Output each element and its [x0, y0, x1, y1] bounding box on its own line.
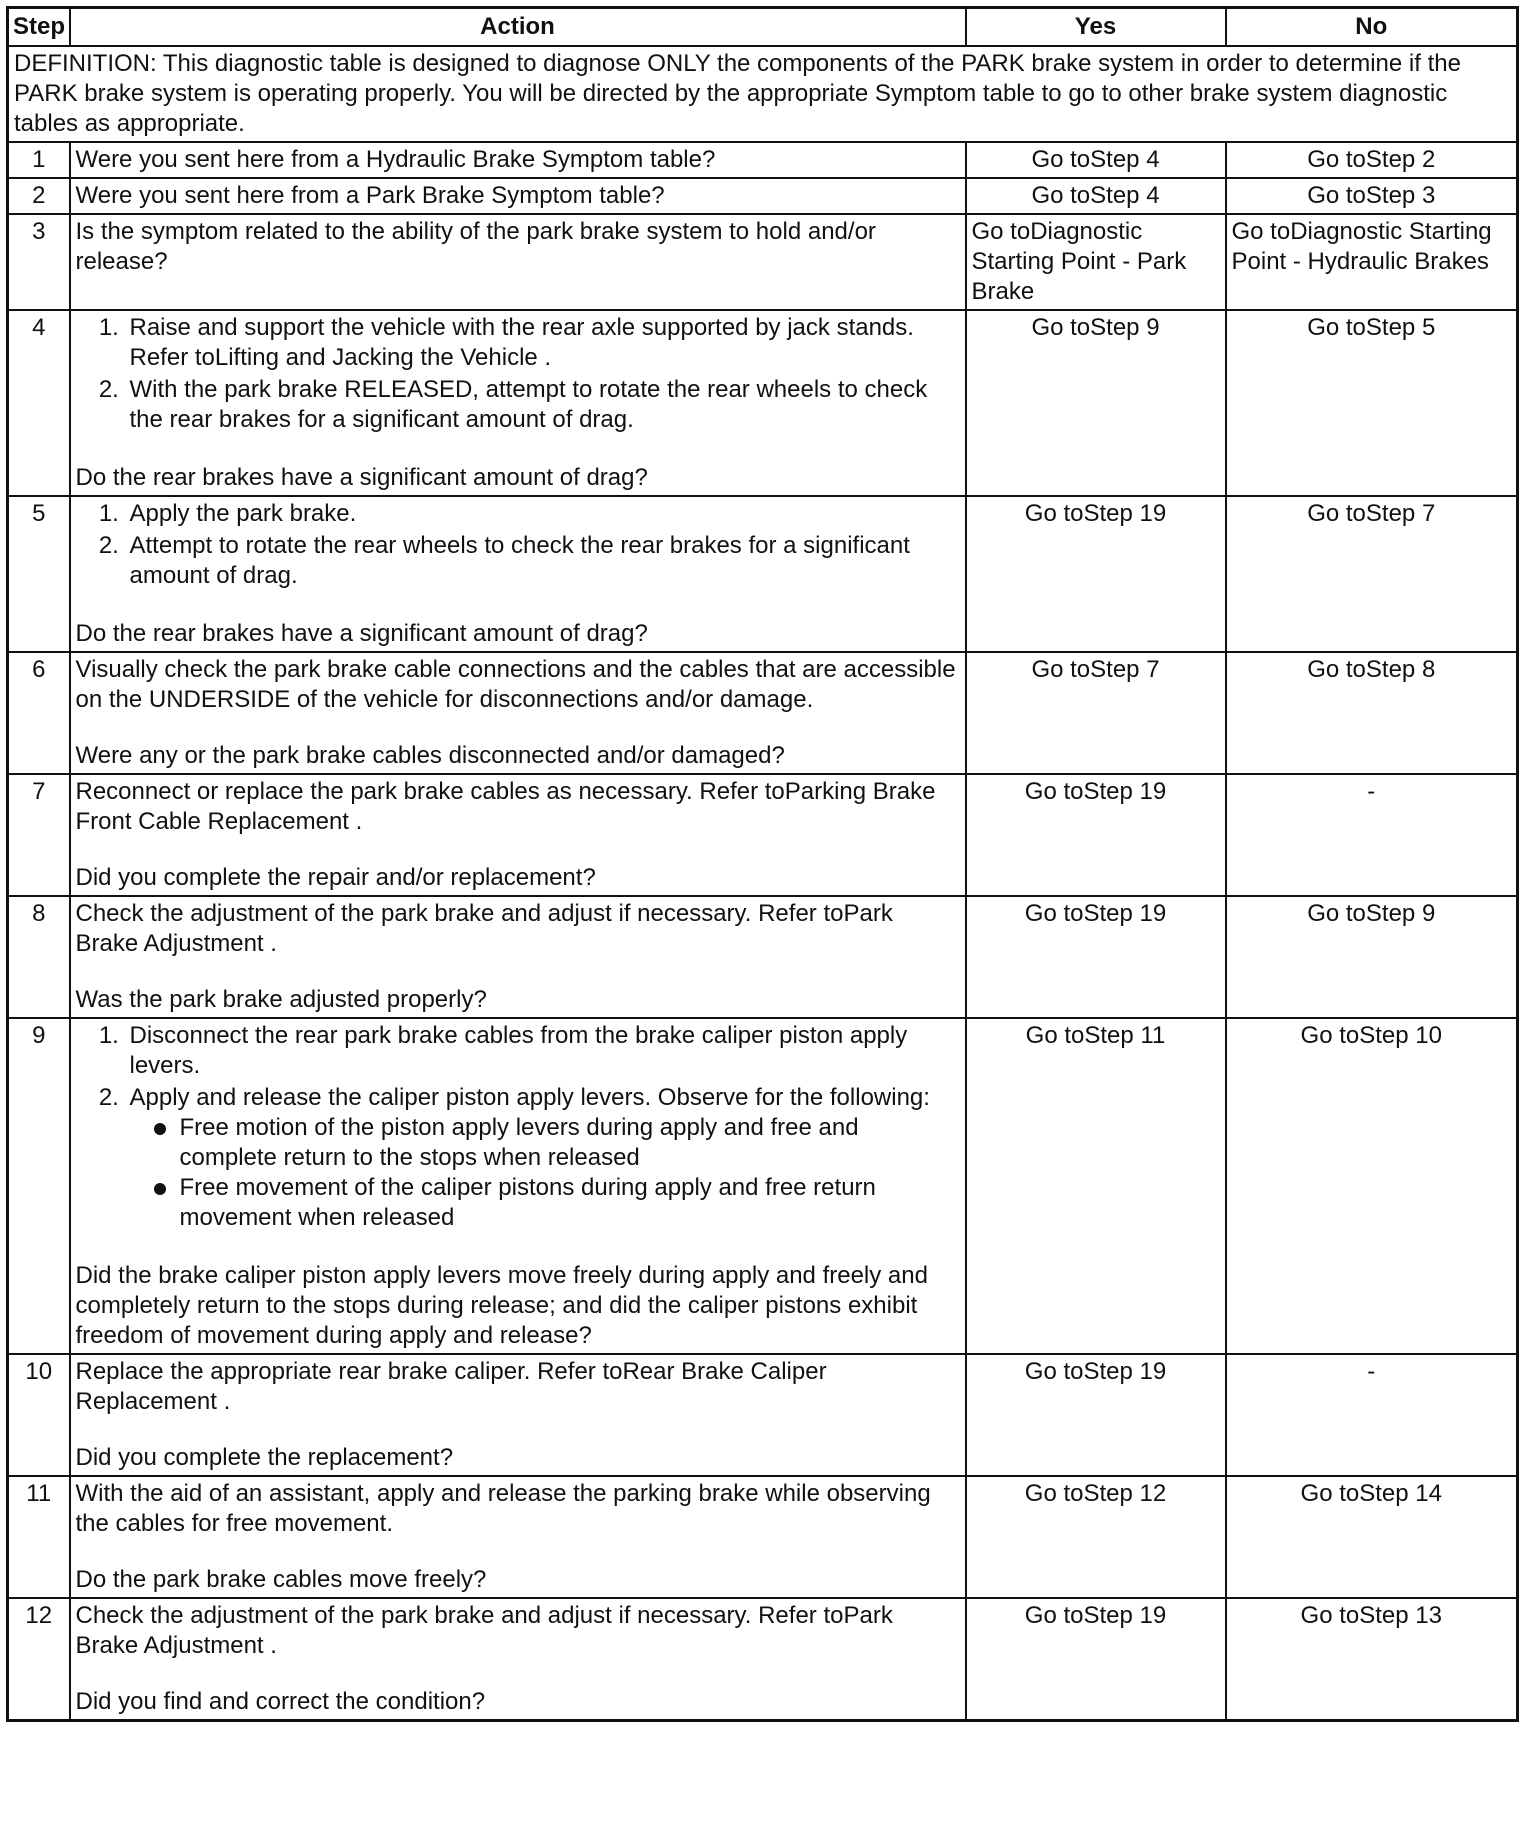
yes-link[interactable]: Go toStep 4 [966, 142, 1226, 178]
yes-link[interactable]: Go toStep 19 [966, 774, 1226, 896]
action-cell [70, 774, 966, 896]
step-number: 11 [8, 1476, 70, 1598]
action-question: Did you find and correct the condition? [75, 1688, 486, 1715]
no-link[interactable]: Go toStep 3 [1226, 178, 1518, 214]
action-cell [70, 496, 966, 652]
no-link[interactable]: Go toStep 7 [1226, 496, 1518, 652]
yes-link[interactable]: Go toDiagnostic Starting Point - Park Brake [966, 214, 1226, 310]
action-cell [70, 1598, 966, 1721]
table-row [8, 142, 1518, 178]
table-row [8, 1018, 1518, 1354]
table-row [8, 896, 1518, 1018]
table-row [8, 1598, 1518, 1721]
action-question: Is the symptom related to the ability of the park brake system to hold and/or release? [70, 214, 966, 310]
table-row [8, 1476, 1518, 1598]
bullet-item: Free motion of the piston apply levers during apply and free and complete return to the stops when released [174, 1113, 960, 1173]
action-question: Did the brake caliper piston apply levers move freely during apply and freely and completely return to the stops during release; and did the caliper pistons exhibit freedom of movement during apply and release? [75, 1262, 928, 1349]
action-text: Check the adjustment of the park brake and adjust if necessary. Refer toPark Brake Adjustment . [75, 900, 893, 957]
yes-link[interactable]: Go toStep 19 [966, 1598, 1226, 1721]
table-row [8, 1354, 1518, 1476]
action-cell [70, 310, 966, 496]
action-question: Do the park brake cables move freely? [75, 1566, 487, 1593]
header-no: No [1226, 8, 1518, 47]
header-row [8, 8, 1518, 47]
instruction-item: 1. Apply the park brake. [126, 499, 960, 529]
step-number: 2 [8, 178, 70, 214]
step-number: 3 [8, 214, 70, 310]
header-step: Step [8, 8, 70, 47]
instruction-list [76, 313, 960, 435]
yes-link[interactable]: Go toStep 11 [966, 1018, 1226, 1354]
action-text: Check the adjustment of the park brake and adjust if necessary. Refer toPark Brake Adjustment . [75, 1602, 893, 1659]
table-row [8, 214, 1518, 310]
instruction-item [126, 1083, 960, 1233]
instruction-item: 1. Raise and support the vehicle with the rear axle supported by jack stands. Refer toLifting and Jacking the Vehicle . [126, 313, 960, 373]
action-question: Were any or the park brake cables disconnected and/or damaged? [75, 742, 785, 769]
instruction-list [76, 499, 960, 591]
no-link[interactable]: Go toStep 8 [1226, 652, 1518, 774]
step-number: 5 [8, 496, 70, 652]
action-question: Were you sent here from a Hydraulic Brake Symptom table? [70, 142, 966, 178]
instruction-item: 1. Disconnect the rear park brake cables from the brake caliper piston apply levers. [126, 1021, 960, 1081]
step-number: 4 [8, 310, 70, 496]
yes-link[interactable]: Go toStep 19 [966, 496, 1226, 652]
table-row [8, 310, 1518, 496]
action-question: Were you sent here from a Park Brake Symptom table? [70, 178, 966, 214]
yes-link[interactable]: Go toStep 7 [966, 652, 1226, 774]
no-link[interactable]: Go toStep 10 [1226, 1018, 1518, 1354]
no-link: - [1226, 774, 1518, 896]
action-text: Visually check the park brake cable connections and the cables that are accessible on the UNDERSIDE of the vehicle for disconnections and/or damage. [75, 656, 956, 713]
instruction-item: 2. With the park brake RELEASED, attempt to rotate the rear wheels to check the rear brakes for a significant amount of drag. [126, 375, 960, 435]
step-number: 6 [8, 652, 70, 774]
action-cell [70, 652, 966, 774]
definition-row [8, 46, 1518, 142]
instruction-item: 2. Attempt to rotate the rear wheels to check the rear brakes for a significant amount of drag. [126, 531, 960, 591]
bullet-item: Free movement of the caliper pistons during apply and free return movement when released [174, 1173, 960, 1233]
no-link[interactable]: Go toDiagnostic Starting Point - Hydraulic Brakes [1226, 214, 1518, 310]
action-question: Did you complete the repair and/or replacement? [75, 864, 596, 891]
action-text: Reconnect or replace the park brake cables as necessary. Refer toParking Brake Front Cable Replacement . [75, 778, 936, 835]
action-question: Do the rear brakes have a significant amount of drag? [75, 464, 648, 491]
instruction-list [76, 1021, 960, 1233]
action-question: Was the park brake adjusted properly? [75, 986, 487, 1013]
definition-text: DEFINITION: This diagnostic table is designed to diagnose ONLY the components of the PARK brake system in order to determine if the PARK brake system is operating properly. You will be directed by the appropriate Symptom table to go to other brake system diagnostic tables as appropriate. [8, 46, 1518, 142]
step-number: 7 [8, 774, 70, 896]
no-link[interactable]: Go toStep 14 [1226, 1476, 1518, 1598]
header-action: Action [70, 8, 966, 47]
no-link[interactable]: Go toStep 2 [1226, 142, 1518, 178]
action-cell [70, 1476, 966, 1598]
table-row [8, 178, 1518, 214]
action-question: Do the rear brakes have a significant amount of drag? [75, 620, 648, 647]
step-number: 8 [8, 896, 70, 1018]
step-number: 1 [8, 142, 70, 178]
action-cell [70, 896, 966, 1018]
diagnostic-table [6, 6, 1519, 1722]
table-row [8, 774, 1518, 896]
yes-link[interactable]: Go toStep 19 [966, 1354, 1226, 1476]
table-row [8, 652, 1518, 774]
yes-link[interactable]: Go toStep 19 [966, 896, 1226, 1018]
yes-link[interactable]: Go toStep 12 [966, 1476, 1226, 1598]
page [6, 6, 1516, 1832]
no-link[interactable]: Go toStep 9 [1226, 896, 1518, 1018]
table-row [8, 496, 1518, 652]
step-number: 10 [8, 1354, 70, 1476]
header-yes: Yes [966, 8, 1226, 47]
bullet-list [130, 1113, 960, 1233]
action-question: Did you complete the replacement? [75, 1444, 454, 1471]
no-link: - [1226, 1354, 1518, 1476]
action-text: With the aid of an assistant, apply and release the parking brake while observing the cables for free movement. [75, 1480, 931, 1537]
step-number: 12 [8, 1598, 70, 1721]
action-text: Replace the appropriate rear brake caliper. Refer toRear Brake Caliper Replacement . [75, 1358, 827, 1415]
yes-link[interactable]: Go toStep 4 [966, 178, 1226, 214]
action-cell [70, 1018, 966, 1354]
step-number: 9 [8, 1018, 70, 1354]
yes-link[interactable]: Go toStep 9 [966, 310, 1226, 496]
no-link[interactable]: Go toStep 5 [1226, 310, 1518, 496]
action-cell [70, 1354, 966, 1476]
no-link[interactable]: Go toStep 13 [1226, 1598, 1518, 1721]
instruction-item-text: Apply and release the caliper piston apply levers. Observe for the following: [129, 1084, 930, 1111]
